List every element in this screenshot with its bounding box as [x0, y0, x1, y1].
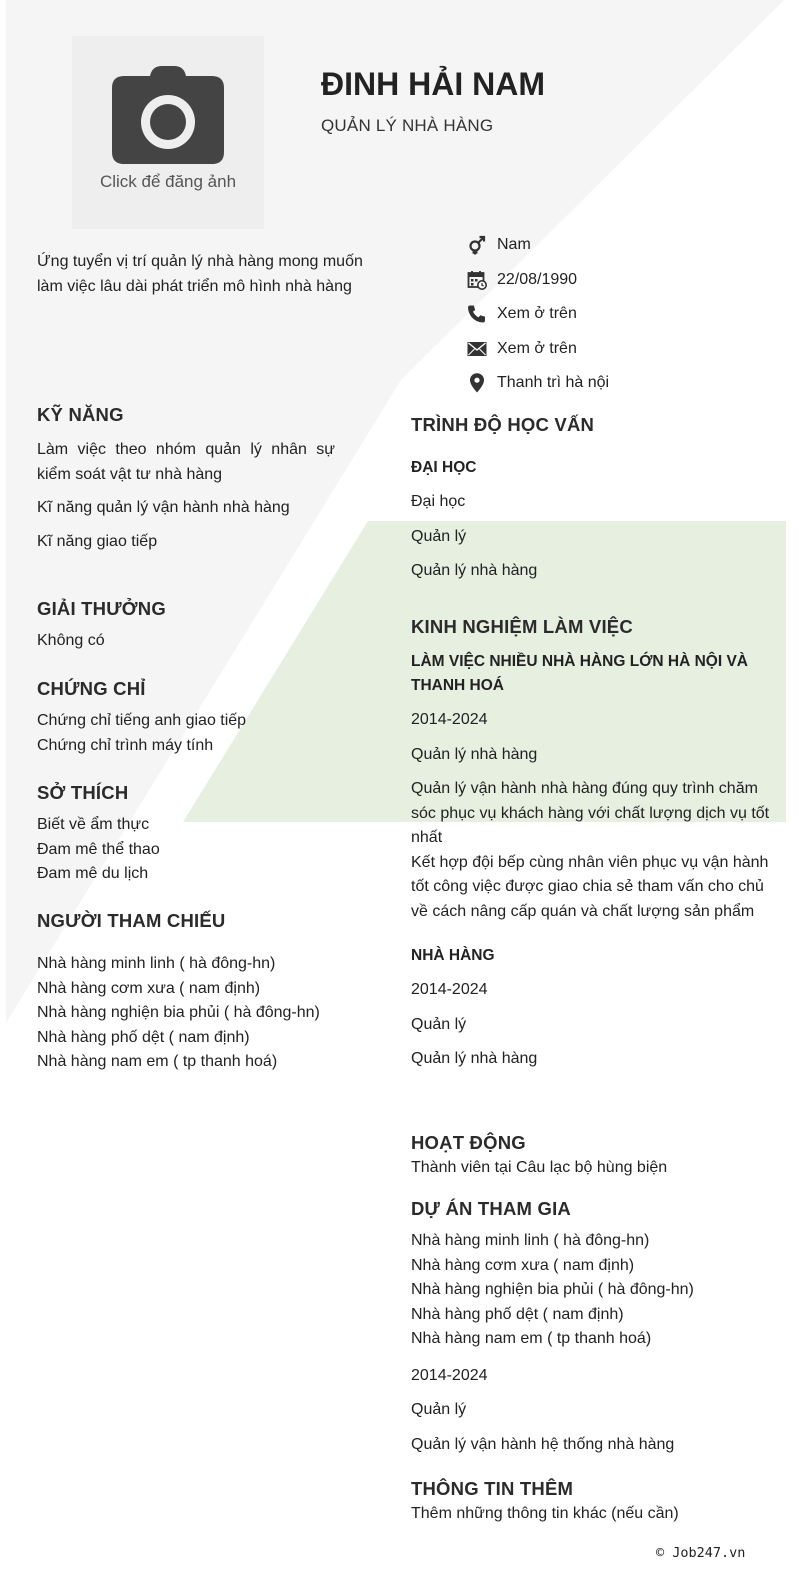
skill-item: Làm việc theo nhóm quản lý nhân sự kiểm soát vật tư nhà hàng: [37, 441, 335, 483]
hobbies-section: [37, 782, 335, 887]
experience-job: [411, 650, 771, 924]
copyright-footer: © Job247.vn: [656, 1545, 746, 1561]
references-title: NGƯỜI THAM CHIẾU: [37, 910, 226, 931]
references-section: [37, 910, 335, 1075]
candidate-name: ĐINH HẢI NAM: [321, 66, 545, 102]
education-school: ĐẠI HỌC: [411, 459, 477, 476]
contact-email: [466, 332, 609, 367]
certificates-section: [37, 678, 335, 758]
reference-item: Nhà hàng nghiện bia phủi ( hà đông-hn): [37, 1004, 320, 1021]
contact-gender: [466, 228, 609, 263]
activities-title: HOẠT ĐỘNG: [411, 1132, 526, 1153]
calendar-icon: [466, 269, 488, 291]
hobby-item: Đam mê thể thao: [37, 840, 160, 858]
experience-section: [411, 616, 771, 1072]
skills-section: [37, 404, 335, 554]
project-item: Nhà hàng cơm xưa ( nam định): [411, 1256, 635, 1274]
education-title: TRÌNH ĐỘ HỌC VẤN: [411, 414, 595, 435]
job-detail: Quản lý vận hành nhà hàng đúng quy trình chăm sóc phục vụ khách hàng với chất lượng dịch vụ tốt nhất: [411, 780, 770, 846]
awards-section: [37, 598, 335, 654]
job-detail: Quản lý nhà hàng: [411, 1050, 538, 1067]
project-description: Quản lý vận hành hệ thống nhà hàng: [411, 1435, 675, 1453]
contact-address-value: Thanh trì hà nội: [497, 374, 610, 392]
reference-item: Nhà hàng nam em ( tp thanh hoá): [37, 1053, 278, 1070]
contact-birthday-value: 22/08/1990: [497, 270, 578, 288]
additional-info-title: THÔNG TIN THÊM: [411, 1478, 574, 1499]
location-pin-icon: [466, 372, 488, 394]
project-item: Nhà hàng nam em ( tp thanh hoá): [411, 1330, 652, 1347]
award-item: Không có: [37, 632, 105, 649]
reference-item: Nhà hàng cơm xưa ( nam định): [37, 979, 261, 997]
reference-item: Nhà hàng minh linh ( hà đông-hn): [37, 955, 276, 972]
contact-phone: [466, 297, 609, 332]
contact-email-value: Xem ở trên: [497, 339, 577, 357]
reference-item: Nhà hàng phố dệt ( nam định): [37, 1028, 250, 1046]
activities-section: [411, 1132, 771, 1181]
job-title: QUẢN LÝ NHÀ HÀNG: [321, 116, 494, 135]
email-icon: [466, 338, 488, 360]
contact-gender-value: Nam: [497, 236, 531, 254]
job-company: NHÀ HÀNG: [411, 947, 495, 964]
skill-item: Kĩ năng giao tiếp: [37, 532, 158, 550]
photo-upload[interactable]: [72, 36, 264, 229]
phone-icon: [466, 303, 488, 325]
hobby-item: Biết về ẩm thực: [37, 816, 150, 833]
project-item: Nhà hàng phố dệt ( nam định): [411, 1305, 624, 1323]
education-major: Quản lý: [411, 527, 467, 545]
activity-item: Thành viên tại Câu lạc bộ hùng biện: [411, 1159, 668, 1176]
education-level: Đại học: [411, 493, 466, 510]
project-item: Nhà hàng nghiện bia phủi ( hà đông-hn): [411, 1281, 694, 1298]
experience-job: [411, 944, 771, 1072]
experience-title: KINH NGHIỆM LÀM VIỆC: [411, 616, 633, 637]
contact-birthday: [466, 263, 609, 298]
skills-title: KỸ NĂNG: [37, 404, 124, 425]
camera-icon: [110, 64, 226, 166]
job-company: LÀM VIỆC NHIỀU NHÀ HÀNG LỚN HÀ NỘI VÀ THANH HOÁ: [411, 653, 749, 694]
skill-item: Kĩ năng quản lý vận hành nhà hàng: [37, 499, 290, 516]
education-section: [411, 414, 771, 584]
project-item: Nhà hàng minh linh ( hà đông-hn): [411, 1232, 650, 1249]
projects-section: [411, 1198, 771, 1457]
job-position: Quản lý: [411, 1015, 467, 1033]
project-period: 2014-2024: [411, 1366, 488, 1384]
hobby-item: Đam mê du lịch: [37, 865, 149, 882]
education-description: Quản lý nhà hàng: [411, 562, 538, 579]
contact-info: [466, 228, 609, 401]
job-period: 2014-2024: [411, 981, 488, 998]
photo-caption: Click để đăng ảnh: [99, 172, 237, 191]
job-detail: Kết hợp đội bếp cùng nhân viên phục vụ vận hành tốt công việc được giao chia sẻ tham vấn cho chủ về cách nâng cấp quán và chất lượng sản phẩm: [411, 853, 769, 920]
certificates-title: CHỨNG CHỈ: [37, 678, 146, 699]
additional-info-text: Thêm những thông tin khác (nếu cần): [411, 1505, 679, 1522]
additional-info-section: [411, 1478, 771, 1527]
project-role: Quản lý: [411, 1401, 467, 1418]
projects-title: DỰ ÁN THAM GIA: [411, 1198, 571, 1219]
gender-icon: [466, 234, 488, 256]
awards-title: GIẢI THƯỞNG: [37, 598, 166, 619]
contact-phone-value: Xem ở trên: [497, 305, 577, 323]
career-objective: Ứng tuyển vị trí quản lý nhà hàng mong muốn làm việc lâu dài phát triển mô hình nhà hàng: [37, 253, 363, 295]
job-period: 2014-2024: [411, 711, 488, 728]
certificate-item: Chứng chỉ trình máy tính: [37, 736, 214, 754]
hobbies-title: SỞ THÍCH: [37, 782, 129, 803]
certificate-item: Chứng chỉ tiếng anh giao tiếp: [37, 712, 247, 729]
contact-address: [466, 366, 609, 401]
job-position: Quản lý nhà hàng: [411, 745, 538, 763]
